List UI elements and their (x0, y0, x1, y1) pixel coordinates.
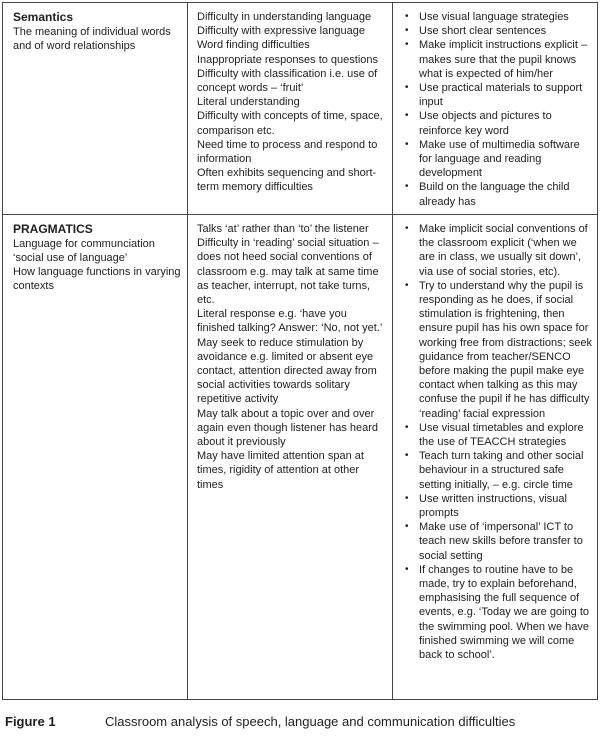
bullet-icon: • (405, 138, 409, 150)
bullet-icon: • (405, 110, 409, 122)
semantics-difficulties-cell (187, 3, 392, 214)
difficulty-item: Inappropriate responses to questions (197, 53, 379, 66)
difficulty-item: Often exhibits sequencing and short-term memory difficulties (197, 167, 377, 194)
bullet-icon: • (405, 181, 409, 193)
bullet-icon: • (405, 11, 409, 22)
bullet-icon: • (405, 82, 409, 94)
semantics-term-cell (3, 3, 187, 214)
bullet-icon: • (405, 223, 409, 234)
classroom-analysis-table (2, 2, 598, 700)
figure-caption-text: Classroom analysis of speech, language and communication difficulties (105, 714, 516, 729)
strategy-item (405, 492, 593, 520)
bullet-text: Make use of multimedia software for language and reading development (419, 138, 580, 180)
difficulty-item: Difficulty with expressive language (197, 25, 365, 38)
difficulty-item: Talks ‘at’ rather than ‘to’ the listener (197, 223, 369, 235)
pragmatics-strategies-cell (392, 215, 597, 699)
strategy-item (405, 10, 593, 24)
strategy-item (405, 449, 593, 492)
bullet-text: Use visual language strategies (419, 11, 569, 23)
strategy-item (405, 81, 593, 109)
pragmatics-term-cell (3, 215, 187, 699)
bullet-icon: • (405, 563, 409, 575)
bullet-text: Teach turn taking and other social behaviour in a structured safe setting initially, – e.g. circle time (419, 450, 584, 491)
difficulty-item: Literal response e.g. ‘have you finished talking? Answer: ‘No, not yet.’ (197, 308, 383, 335)
semantics-strategies-cell (392, 3, 597, 214)
definition-line: The meaning of individual words and of word relationships (13, 25, 171, 52)
bullet-text: Make implicit instructions explicit – makes sure that the pupil knows what is expected of him/her (419, 39, 588, 80)
strategy-item (405, 563, 593, 662)
strategy-item (405, 38, 593, 81)
strategy-item (405, 180, 593, 208)
definition-line: ‘social use of language’ (13, 251, 128, 264)
bullet-icon: • (405, 25, 409, 37)
bullet-text: Make use of ‘impersonal’ ICT to teach new skills before transfer to social setting (419, 521, 583, 562)
table-row-pragmatics (3, 214, 597, 699)
difficulty-item: Difficulty with concepts of time, space, comparison etc. (197, 110, 383, 137)
strategy-item (405, 421, 593, 449)
bullet-text: If changes to routine have to be made, try to explain beforehand, emphasising the full sequence of events, e.g. ‘Today we are going to the swimming pool. When we have finished swimming we will come back to school’. (419, 563, 589, 662)
pragmatics-difficulties-cell (187, 215, 392, 699)
difficulty-item: Need time to process and respond to information (197, 138, 378, 166)
bullet-text: Use visual timetables and explore the use of TEACCH strategies (419, 421, 584, 449)
bullet-text: Use objects and pictures to reinforce key word (419, 110, 552, 137)
difficulty-item: Literal understanding (197, 96, 300, 109)
strategy-item (405, 279, 593, 421)
bullet-icon: • (405, 492, 409, 504)
difficulty-item: May seek to reduce stimulation by avoidance e.g. limited or absent eye contact, attention directed away from social activities towards solitary repetitive activity (197, 336, 377, 406)
bullet-text: Use practical materials to support input (419, 82, 583, 109)
difficulty-item: May have limited attention span at times, rigidity of attention at other times (197, 450, 364, 491)
bullet-icon: • (405, 39, 409, 51)
bullet-icon: • (405, 421, 409, 433)
bullet-text: Make implicit social conventions of the classroom explicit (‘when we are in class, we usually sit down’, via use of social stories, etc). (419, 223, 588, 278)
term-definition-list (13, 237, 181, 294)
strategy-item (405, 520, 593, 563)
difficulty-item: Difficulty in understanding language (197, 11, 372, 23)
strategy-item (405, 24, 593, 38)
bullet-icon: • (405, 450, 409, 462)
bullet-icon: • (405, 279, 409, 291)
definition-line: Language for communciation (13, 237, 155, 250)
bullet-text: Build on the language the child already has (419, 181, 570, 208)
bullet-text: Use short clear sentences (419, 25, 547, 38)
bullet-text: Try to understand why the pupil is responding as he does, if social stimulation is frightening, then ensure pupil has his own space for working free from distractions; seek guidance from teacher/SENCO before making the pupil make eye contact when talking as this may confuse the pupil if he has difficulty ‘reading’ facial expression (419, 279, 593, 420)
bullet-icon: • (405, 521, 409, 533)
difficulty-item: Word finding difficulties (197, 39, 310, 52)
bullet-text: Use written instructions, visual prompts (419, 492, 567, 520)
difficulty-item: May talk about a topic over and over again even though listener has heard about it previously (197, 407, 379, 449)
figure-caption (5, 714, 600, 730)
term-title: PRAGMATICS (13, 222, 93, 236)
strategy-item (405, 222, 593, 279)
definition-line: How language functions in varying contexts (13, 265, 181, 293)
figure-caption-label: Figure 1 (5, 714, 56, 729)
table-row-semantics (3, 3, 597, 214)
difficulty-item: Difficulty with classification i.e. use of concept words – ‘fruit’ (197, 67, 378, 95)
strategy-item (405, 109, 593, 137)
difficulty-item: Difficulty in ‘reading’ social situation – does not heed social conventions of classroom e.g. may talk at same time as teacher, interrupt, not take turns, etc. (197, 237, 379, 307)
term-definition-list (13, 25, 181, 53)
term-title: Semantics (13, 10, 74, 24)
strategy-item (405, 138, 593, 181)
